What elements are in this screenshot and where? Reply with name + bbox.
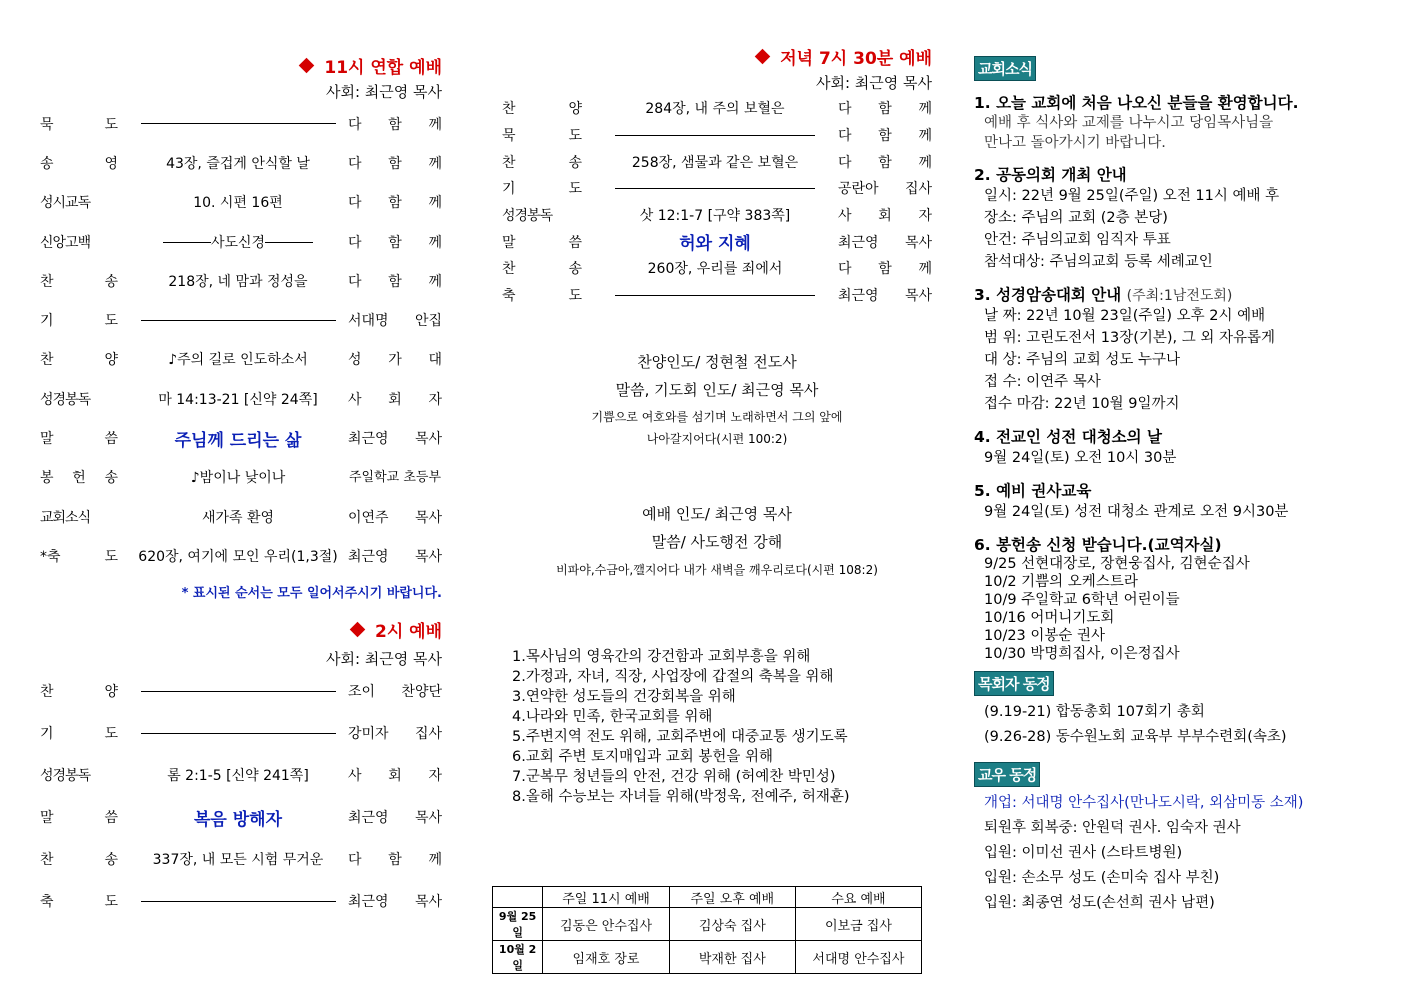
wednesday-info bbox=[502, 348, 932, 450]
dash-line bbox=[141, 733, 336, 734]
dash-line bbox=[141, 320, 336, 321]
order-item-label: 성경봉독 bbox=[40, 391, 91, 408]
order-item-label: *축 도 bbox=[40, 548, 118, 565]
order-item-label: 교회소식 bbox=[40, 509, 91, 526]
news-line: 범 위: 고린도전서 13장(기본), 그 외 자유롭게 bbox=[984, 330, 1276, 346]
news-line: 10/23 이봉순 권사 bbox=[984, 628, 1106, 644]
order-item-label: 찬 송 bbox=[40, 273, 118, 290]
diamond-icon bbox=[299, 58, 315, 74]
members-news-line: 입원: 최종연 성도(손선희 권사 남편) bbox=[984, 895, 1215, 911]
afternoon-leader: 사회: 최근영 목사 bbox=[325, 650, 442, 668]
order-item-dash bbox=[128, 893, 348, 909]
news-line: 접수 마감: 22년 10월 9일까지 bbox=[984, 396, 1180, 412]
pastor-news-tag: 목회자 동정 bbox=[974, 671, 1054, 696]
order-item-content: 롬 2:1-5 [신약 241쪽] bbox=[167, 768, 309, 784]
order-item-label: 묵 도 bbox=[502, 128, 582, 145]
news-line: 9/25 선현대장로, 장현웅집사, 김현순집사 bbox=[984, 556, 1250, 572]
order-item-content: 삿 12:1-7 [구약 383쪽] bbox=[639, 208, 791, 225]
order-item-person: 조이 찬양단 bbox=[348, 684, 442, 700]
order-item-content: ♪밤이나 낮이나 bbox=[190, 470, 286, 487]
order-item-label: 송 영 bbox=[40, 155, 118, 172]
praise-leader: 찬양인도/ 정현철 전도사 bbox=[637, 353, 797, 371]
order-item-content bbox=[128, 232, 348, 252]
order-item-content: 260장, 우리를 죄에서 bbox=[647, 261, 783, 278]
order-row bbox=[40, 300, 442, 339]
news-line: 참석대상: 주님의교회 등록 세례교인 bbox=[984, 254, 1213, 270]
order-item-label: 기 도 bbox=[40, 726, 118, 742]
dash-line bbox=[615, 135, 815, 136]
diamond-icon bbox=[755, 49, 771, 65]
order-item-label: 찬 양 bbox=[502, 101, 582, 118]
prayer-item: 3.연약한 성도들의 건강회복을 위해 bbox=[512, 689, 736, 705]
news-title-text: 3. 성경암송대회 안내 bbox=[974, 286, 1122, 304]
news-line: 일시: 22년 9월 25일(주일) 오전 11시 예배 후 bbox=[984, 188, 1280, 204]
order-item-person: 다 함 께 bbox=[348, 155, 442, 172]
morning-leader: 사회: 최근영 목사 bbox=[325, 83, 442, 101]
order-row bbox=[40, 497, 442, 536]
news-title-text: 5. 예비 권사교육 bbox=[974, 482, 1092, 500]
column-news bbox=[974, 56, 1384, 916]
order-row bbox=[40, 379, 442, 418]
order-item-person: 서대명 안집 bbox=[348, 313, 442, 330]
evening-leader: 사회: 최근영 목사 bbox=[815, 74, 932, 92]
order-item-content: 620장, 여기에 모인 우리(1,3절) bbox=[138, 548, 338, 565]
order-row bbox=[40, 418, 442, 457]
order-item-person: 다 함 께 bbox=[348, 273, 442, 290]
order-item-content: 주님께 드리는 삶 bbox=[174, 430, 302, 451]
order-item-person: 최근영 목사 bbox=[348, 810, 442, 826]
pastor-news-list bbox=[974, 700, 1384, 750]
order-item-label: 기 도 bbox=[502, 181, 582, 198]
order-item-dash bbox=[592, 180, 838, 196]
news-body bbox=[984, 501, 1384, 523]
prayer-item: 5.주변지역 전도 위해, 교회주변에 대중교통 생기도록 bbox=[512, 729, 848, 745]
diamond-icon bbox=[350, 622, 366, 638]
news-body bbox=[984, 113, 1384, 153]
news-line: 9월 24일(토) 오전 10시 30분 bbox=[984, 450, 1177, 466]
order-item-content: 허와 지혜 bbox=[679, 234, 751, 255]
morning-order bbox=[40, 104, 442, 576]
news-title-text: 4. 전교인 성전 대청소의 날 bbox=[974, 428, 1162, 446]
news-title-text: 2. 공동의회 개최 안내 bbox=[974, 166, 1127, 184]
order-item-label: 찬 송 bbox=[502, 261, 582, 278]
news-title bbox=[974, 425, 1384, 447]
order-item-content: 284장, 내 주의 보혈은 bbox=[645, 101, 785, 118]
order-row bbox=[502, 282, 932, 309]
news-title bbox=[974, 283, 1384, 305]
dash-line bbox=[141, 691, 336, 692]
order-item-content: 새가족 환영 bbox=[201, 509, 275, 526]
order-item-label: 말 씀 bbox=[40, 431, 118, 448]
dash-line bbox=[615, 295, 815, 296]
pastor-news-line: (9.19-21) 합동총회 107회기 총회 bbox=[984, 704, 1205, 720]
duty-schedule-table bbox=[492, 886, 922, 974]
church-news-tag: 교회소식 bbox=[974, 56, 1036, 81]
order-row bbox=[40, 880, 442, 922]
order-item-content: 10. 시편 16편 bbox=[193, 195, 283, 212]
order-row bbox=[502, 255, 932, 282]
verse-line-1: 기쁨으로 여호와를 섬기며 노래하면서 그의 앞에 bbox=[591, 410, 843, 424]
order-row bbox=[40, 670, 442, 712]
order-item-label: 찬 양 bbox=[40, 352, 118, 369]
members-news-line: 입원: 손소무 성도 (손미숙 집사 부친) bbox=[984, 870, 1220, 886]
order-item-content: 337장, 내 모든 시험 무거운 bbox=[152, 852, 324, 868]
news-line: 9월 24일(토) 성전 대청소 관계로 오전 9시30분 bbox=[984, 504, 1289, 520]
order-row bbox=[40, 104, 442, 143]
order-item-content: 43장, 즐겁게 안식할 날 bbox=[166, 155, 310, 172]
prayer-item: 2.가정과, 자녀, 직장, 사업장에 갑절의 축복을 위해 bbox=[512, 669, 834, 685]
order-item-label: 찬 송 bbox=[40, 852, 118, 868]
dawn-info bbox=[502, 500, 932, 584]
order-item-person: 다 함 께 bbox=[348, 852, 442, 868]
order-row bbox=[40, 712, 442, 754]
news-line: 10/9 주일학교 6학년 어린이들 bbox=[984, 592, 1180, 608]
evening-order bbox=[502, 95, 932, 309]
dash-line bbox=[141, 901, 336, 902]
order-row bbox=[40, 536, 442, 575]
news-line: 안건: 주님의교회 임직자 투표 bbox=[984, 232, 1171, 248]
news-line: 예배 후 식사와 교제를 나누시고 당임목사님을 bbox=[984, 115, 1274, 131]
morning-service-title: 11시 연합 예배 bbox=[40, 56, 442, 80]
order-item-content: ♪주의 길로 인도하소서 bbox=[168, 352, 308, 369]
order-item-person: 성 가 대 bbox=[348, 352, 442, 369]
order-item-person: 주일학교 초등부 bbox=[348, 469, 442, 485]
news-line: 접 수: 이연주 목사 bbox=[984, 374, 1101, 390]
order-item-person: 다 함 께 bbox=[348, 234, 442, 251]
dash-line bbox=[265, 242, 313, 243]
news-line: 10/16 어머니기도회 bbox=[984, 610, 1115, 626]
order-row bbox=[40, 754, 442, 796]
order-item-person: 사 회 자 bbox=[348, 391, 442, 408]
order-item-person: 강미자 집사 bbox=[348, 726, 442, 742]
order-item-label: 성시교독 bbox=[40, 195, 91, 212]
prayer-item: 1.목사님의 영육간의 강건함과 교회부흥을 위해 bbox=[512, 649, 811, 665]
members-news-line: 입원: 이미선 권사 (스타트병원) bbox=[984, 845, 1183, 861]
news-line: 날 짜: 22년 10월 23일(주일) 오후 2시 예배 bbox=[984, 308, 1266, 324]
news-title bbox=[974, 163, 1384, 185]
pastor-news-line: (9.26-28) 동수원노회 교육부 부부수련회(속초) bbox=[984, 729, 1287, 745]
prayer-item: 6.교회 주변 토지매입과 교회 봉헌을 위해 bbox=[512, 749, 773, 765]
prayer-item: 4.나라와 민족, 한국교회를 위해 bbox=[512, 709, 713, 725]
dawn-sermon: 말씀/ 사도행전 강해 bbox=[651, 533, 783, 551]
verse-line-2: 나아갈지어다(시편 100:2) bbox=[646, 432, 788, 446]
news-body bbox=[984, 555, 1384, 663]
order-item-dash bbox=[128, 116, 348, 132]
order-item-content: 218장, 네 맘과 정성을 bbox=[168, 273, 308, 290]
order-item-label: 봉 헌 송 bbox=[40, 470, 118, 487]
afternoon-service-title: 2시 예배 bbox=[40, 620, 442, 644]
table-header-row: 주일 11시 예배 주일 오후 예배 수요 예배 bbox=[493, 887, 922, 908]
order-item-person: 다 함 께 bbox=[838, 154, 932, 171]
order-item-label: 말 씀 bbox=[502, 234, 582, 251]
order-item-content: 복음 방해자 bbox=[193, 809, 283, 830]
news-title-text: 6. 봉헌송 신청 받습니다.(교역자실) bbox=[974, 536, 1222, 554]
member-news-list bbox=[974, 791, 1384, 916]
order-row bbox=[502, 95, 932, 122]
order-item-content: 258장, 샘물과 같은 보혈은 bbox=[631, 154, 799, 171]
members-news-line: 퇴원후 회복중: 안원덕 권사. 임숙자 권사 bbox=[984, 820, 1241, 836]
dash-line bbox=[163, 242, 211, 243]
prayer-item: 8.올해 수능보는 자녀들 위해(박정욱, 전예주, 허재훈) bbox=[512, 789, 850, 805]
order-item-person: 최근영 목사 bbox=[348, 894, 442, 910]
news-title bbox=[974, 533, 1384, 555]
order-item-dash bbox=[592, 287, 838, 303]
news-line: 장소: 주님의 교회 (2층 본당) bbox=[984, 210, 1168, 226]
order-item-dash bbox=[128, 725, 348, 741]
order-item-label: 성경봉독 bbox=[40, 768, 91, 784]
order-item-person: 최근영 목사 bbox=[838, 234, 932, 251]
order-item-person: 다 함 께 bbox=[838, 101, 932, 118]
order-item-label: 찬 양 bbox=[40, 684, 118, 700]
order-item-person: 공란아 집사 bbox=[838, 181, 932, 198]
order-row bbox=[40, 340, 442, 379]
order-row bbox=[40, 222, 442, 261]
order-item-label: 묵 도 bbox=[40, 116, 118, 133]
prayer-item: 7.군복무 청년들의 안전, 건강 위해 (허예찬 박민성) bbox=[512, 769, 836, 785]
order-item-label: 찬 송 bbox=[502, 154, 582, 171]
prayer-leader: 말씀, 기도회 인도/ 최근영 목사 bbox=[615, 381, 819, 399]
order-item-label: 성경봉독 bbox=[502, 208, 553, 225]
order-item-dash bbox=[592, 127, 838, 143]
order-item-label: 축 도 bbox=[502, 288, 582, 305]
order-item-person: 다 함 께 bbox=[838, 261, 932, 278]
news-title bbox=[974, 91, 1384, 113]
order-item-dash bbox=[128, 312, 348, 328]
news-organizer: (주최:1남전도회) bbox=[1126, 288, 1233, 304]
order-row bbox=[502, 175, 932, 202]
order-row bbox=[40, 261, 442, 300]
news-title bbox=[974, 479, 1384, 501]
dash-line bbox=[141, 123, 336, 124]
dawn-verse: 비파야,수금아,깰지어다 내가 새벽을 깨우리로다(시편 108:2) bbox=[556, 563, 878, 577]
order-row bbox=[40, 458, 442, 497]
order-row bbox=[502, 202, 932, 229]
news-line: 대 상: 주님의 교회 성도 누구나 bbox=[984, 352, 1181, 368]
order-item-person: 최근영 목사 bbox=[838, 288, 932, 305]
news-line: 10/30 박명희집사, 이은정집사 bbox=[984, 646, 1180, 662]
table-row: 9월 25일 김동은 안수집사 김상숙 집사 이보금 집사 bbox=[493, 908, 922, 941]
order-item-person: 최근영 목사 bbox=[348, 431, 442, 448]
news-line: 만나고 돌아가시기 바랍니다. bbox=[984, 135, 1166, 151]
prayer-list bbox=[512, 647, 942, 807]
order-item-person: 사 회 자 bbox=[348, 768, 442, 784]
member-news-tag: 교우 동정 bbox=[974, 762, 1040, 787]
news-body bbox=[984, 185, 1384, 273]
news-body bbox=[984, 305, 1384, 415]
order-item-label: 신앙고백 bbox=[40, 234, 91, 251]
order-row bbox=[502, 148, 932, 175]
order-row bbox=[40, 183, 442, 222]
dawn-leader: 예배 인도/ 최근영 목사 bbox=[642, 505, 792, 523]
news-line: 10/2 기쁨의 오케스트라 bbox=[984, 574, 1138, 590]
members-news-line: 개업: 서대명 안수집사(만나도시락, 외삼미동 소재) bbox=[984, 795, 1304, 811]
evening-service-title: 저녁 7시 30분 예배 bbox=[502, 47, 932, 71]
news-title-text: 1. 오늘 교회에 처음 나오신 분들을 환영합니다. bbox=[974, 94, 1299, 112]
column-evening bbox=[498, 0, 932, 972]
column-morning bbox=[40, 0, 442, 910]
order-row bbox=[40, 838, 442, 880]
order-item-label: 축 도 bbox=[40, 894, 118, 910]
order-item-person: 다 함 께 bbox=[348, 116, 442, 133]
table-row: 10월 2일 임재호 장로 박재한 집사 서대명 안수집사 bbox=[493, 941, 922, 974]
order-item-label: 말 씀 bbox=[40, 810, 118, 826]
order-row bbox=[502, 122, 932, 149]
order-item-person: 사 회 자 bbox=[838, 208, 932, 225]
news-list bbox=[974, 91, 1384, 663]
afternoon-order bbox=[40, 670, 442, 922]
order-item-dash bbox=[128, 683, 348, 699]
dash-line bbox=[615, 188, 815, 189]
order-row bbox=[502, 228, 932, 255]
order-item-label: 기 도 bbox=[40, 313, 118, 330]
creed-label: 사도신경 bbox=[210, 234, 266, 251]
order-item-content: 마 14:13-21 [신약 24쪽] bbox=[158, 391, 318, 408]
standing-note: * 표시된 순서는 모두 일어서주시기 바랍니다. bbox=[181, 585, 442, 601]
order-row bbox=[40, 796, 442, 838]
order-row bbox=[40, 143, 442, 182]
order-item-person: 다 함 께 bbox=[348, 195, 442, 212]
order-item-person: 다 함 께 bbox=[838, 128, 932, 145]
news-body bbox=[984, 447, 1384, 469]
order-item-person: 이연주 목사 bbox=[348, 509, 442, 526]
order-item-person: 최근영 목사 bbox=[348, 548, 442, 565]
